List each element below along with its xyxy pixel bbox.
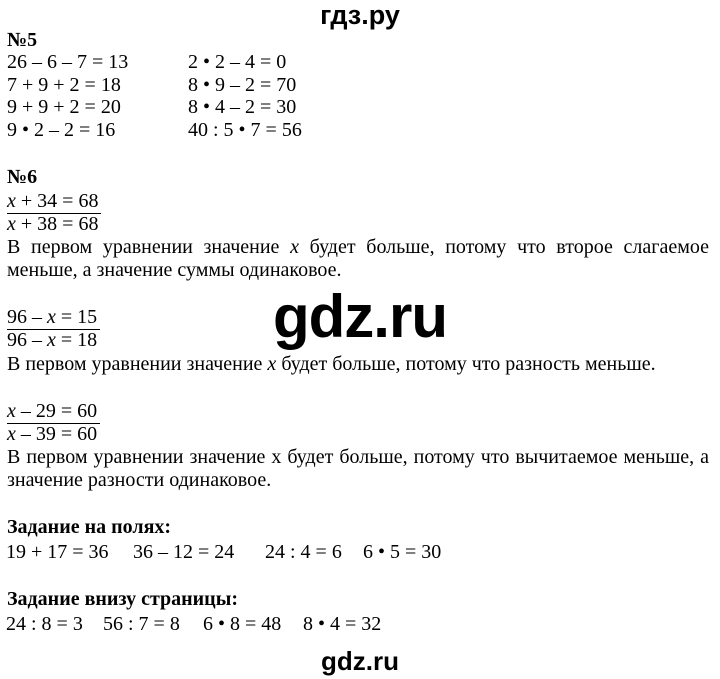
- equation: 19 + 17 = 36: [6, 541, 109, 563]
- equation-underlined: 96 – x = 15: [7, 306, 100, 330]
- equation: 9 + 9 + 2 = 20: [7, 96, 121, 119]
- equation: 9 • 2 – 2 = 16: [7, 118, 116, 141]
- margins-task-heading: Задание на полях:: [7, 516, 172, 538]
- equation-group2-line1: [7, 306, 100, 330]
- equation: 36 – 12 = 24: [133, 541, 235, 563]
- bottom-task-heading: Задание внизу страницы:: [7, 588, 238, 610]
- explanation-paragraph: В первом уравнении значение x будет больше, потому что разность меньше.: [7, 353, 656, 375]
- task6-heading: №6: [7, 166, 38, 188]
- equation-group1-line1: [7, 190, 101, 214]
- equation-group3-line2: x – 39 = 60: [7, 423, 98, 445]
- equation: 6 • 8 = 48: [203, 613, 282, 635]
- equation-underlined: x + 34 = 68: [7, 190, 101, 214]
- equation: 8 • 4 – 2 = 30: [188, 96, 297, 119]
- task5-equations: [7, 51, 302, 141]
- site-logo-header: гдз.ру: [320, 0, 400, 30]
- equation: 40 : 5 • 7 = 56: [188, 118, 302, 141]
- equation: 56 : 7 = 8: [103, 613, 180, 635]
- equation-group3-line1: [7, 400, 100, 424]
- equation: 26 – 6 – 7 = 13: [7, 51, 129, 73]
- watermark: gdz.ru: [273, 283, 447, 350]
- equation: 7 + 9 + 2 = 18: [7, 73, 121, 96]
- equation: 8 • 9 – 2 = 70: [188, 73, 297, 96]
- equation: 24 : 4 = 6: [265, 541, 342, 563]
- equation: 8 • 4 = 32: [303, 613, 382, 635]
- explanation-paragraph: В первом уравнении значение x будет больше, потому что второе слагаемое меньше, а значение суммы одинаковое.: [7, 236, 709, 281]
- equation: 2 • 2 – 4 = 0: [188, 51, 287, 73]
- equation: 6 • 5 = 30: [363, 541, 442, 563]
- bottom-task-equations: [0, 613, 720, 635]
- task5-heading: №5: [7, 29, 38, 51]
- equation-group2-line2: 96 – x = 18: [7, 329, 98, 351]
- equation: 24 : 8 = 3: [6, 613, 83, 635]
- equation-underlined: x – 29 = 60: [7, 400, 100, 424]
- margins-task-equations: [0, 541, 720, 563]
- equation-group1-line2: x + 38 = 68: [7, 213, 99, 235]
- explanation-paragraph: В первом уравнении значение х будет больше, потому что вычитаемое меньше, а значение разности одинаковое.: [7, 446, 709, 491]
- site-logo-footer: gdz.ru: [321, 646, 399, 676]
